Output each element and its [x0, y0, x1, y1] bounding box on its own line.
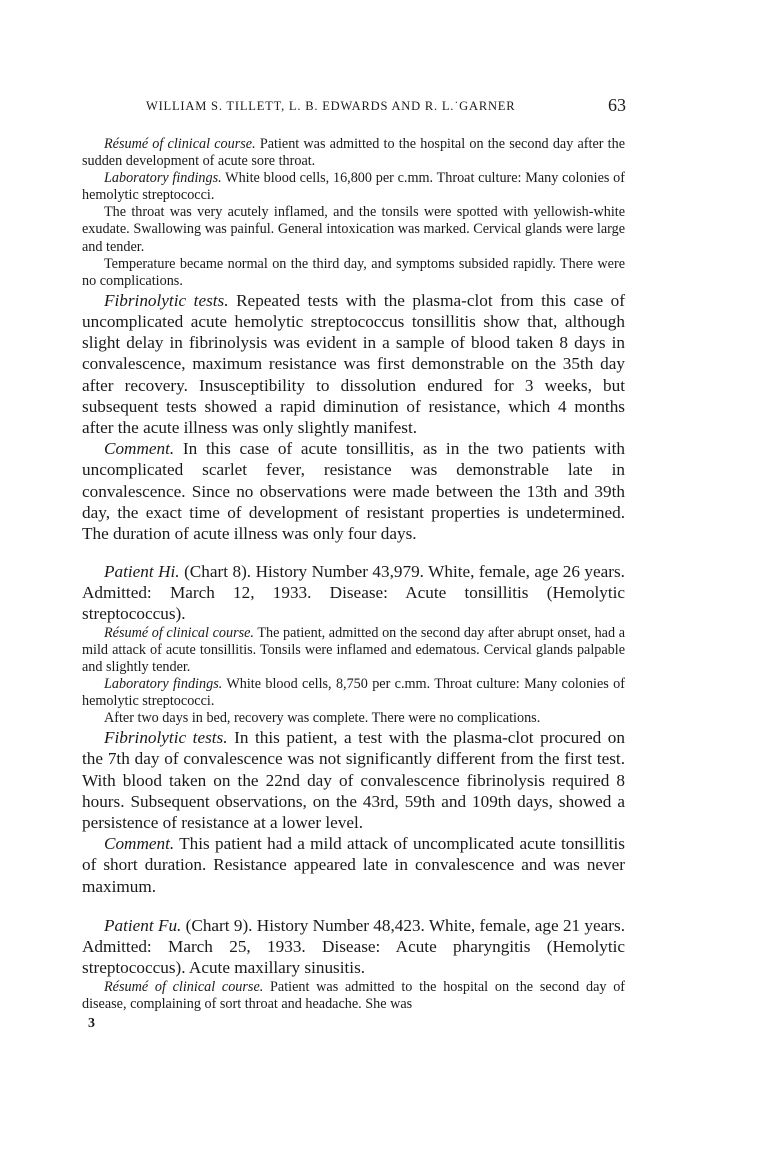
comment-text: This patient had a mild attack of uncomplicated acute tonsillitis of short duration. Resistance appeared late in convalescence and was never maximum. [82, 834, 625, 896]
lab-text: White blood cells, 8,750 per c.mm. Throat culture: Many colonies of hemolytic streptococci. [82, 675, 625, 709]
section-previous-patient [82, 136, 625, 544]
patient-fu-intro-text: (Chart 9). History Number 48,423. White, female, age 21 years. Admitted: March 25, 1933. Disease: Acute pharyngitis (Hemolytic streptococcus). Acute maxillary sinusitis. [82, 916, 625, 978]
signature-mark: 3 [88, 1016, 95, 1031]
lab-paragraph [82, 676, 625, 710]
resume-label: Résumé of clinical course. [104, 136, 256, 152]
patient-hi-intro [82, 561, 625, 625]
section-patient-fu [82, 915, 625, 1013]
fibrinolytic-label: Fibrinolytic tests. [104, 290, 229, 310]
page-number: 63 [608, 95, 626, 115]
lab-text: White blood cells, 16,800 per c.mm. Throat culture: Many colonies of hemolytic streptococci. [82, 170, 625, 204]
comment-label: Comment. [104, 439, 175, 459]
comment-label: Comment. [104, 834, 175, 854]
resume-label: Résumé of clinical course. [104, 978, 264, 995]
throat-paragraph: The throat was very acutely inflamed, and the tonsils were spotted with yellowish-white exudate. Swallowing was painful. General intoxication was marked. Cervical glands were large and tender. [82, 204, 625, 255]
patient-hi-intro-text: (Chart 8). History Number 43,979. White, female, age 26 years. Admitted: March 12, 1933. Disease: Acute tonsillitis (Hemolytic streptococcus). [82, 562, 625, 624]
temperature-paragraph: Temperature became normal on the third day, and symptoms subsided rapidly. There were no complications. [82, 255, 625, 289]
fibrinolytic-paragraph [82, 727, 625, 833]
patient-fu-intro [82, 915, 625, 979]
fibrinolytic-label: Fibrinolytic tests. [104, 728, 228, 748]
fibrinolytic-paragraph [82, 290, 625, 438]
resume-text: The patient, admitted on the second day after abrupt onset, had a mild attack of acute tonsillitis. Tonsils were inflamed and edematous. Cervical glands palpable and slightly tender. [82, 624, 625, 675]
resume-text: Patient was admitted to the hospital on the second day of disease, complaining of sort throat and headache. She was [82, 978, 626, 1012]
fibrinolytic-text: Repeated tests with the plasma-clot from this case of uncomplicated acute hemolytic streptococcus tonsillitis show that, although slight delay in fibrinolysis was evident in a sample of blood taken 8 days in convalescence, maximum resistance was first demonstrable on the 35th day after recovery. Insusceptibility to dissolution endured for 3 weeks, but subsequent tests showed a rapid diminution of resistance, which 4 months after the acute illness was only slightly manifest. [82, 290, 625, 438]
patient-hi-label: Patient Hi. [104, 562, 180, 581]
section-patient-hi [82, 561, 625, 897]
lab-paragraph [82, 170, 625, 204]
running-head [82, 97, 628, 121]
lab-label: Laboratory findings. [104, 675, 223, 692]
resume-paragraph [82, 979, 625, 1013]
recovery-paragraph: After two days in bed, recovery was complete. There were no complications. [104, 710, 541, 727]
comment-paragraph [82, 833, 625, 897]
patient-fu-label: Patient Fu. [104, 916, 182, 935]
resume-label: Résumé of clinical course. [104, 624, 254, 641]
resume-text: Patient was admitted to the hospital on the second day after the sudden development of acute sore throat. [82, 136, 625, 170]
fibrinolytic-text: In this patient, a test with the plasma-clot procured on the 7th day of convalescence was not significantly different from the first test. With blood taken on the 22nd day of convalescence fibrinolysis required 8 hours. Subsequent observations, on the 43rd, 59th and 109th days, showed a persistence of resistance at a lower level. [82, 728, 625, 832]
resume-paragraph [82, 625, 625, 676]
running-title: WILLIAM S. TILLETT, L. B. EDWARDS AND R. L.˙GARNER [146, 99, 516, 113]
resume-paragraph [82, 136, 625, 170]
comment-paragraph [82, 438, 625, 544]
comment-text: In this case of acute tonsillitis, as in the two patients with uncomplicated scarlet fever, resistance was demonstrable late in convalescence. Since no observations were made between the 13th and 39th day, the exact time of development of resistant properties is undetermined. The duration of acute illness was only four days. [82, 439, 625, 544]
lab-label: Laboratory findings. [104, 170, 222, 187]
